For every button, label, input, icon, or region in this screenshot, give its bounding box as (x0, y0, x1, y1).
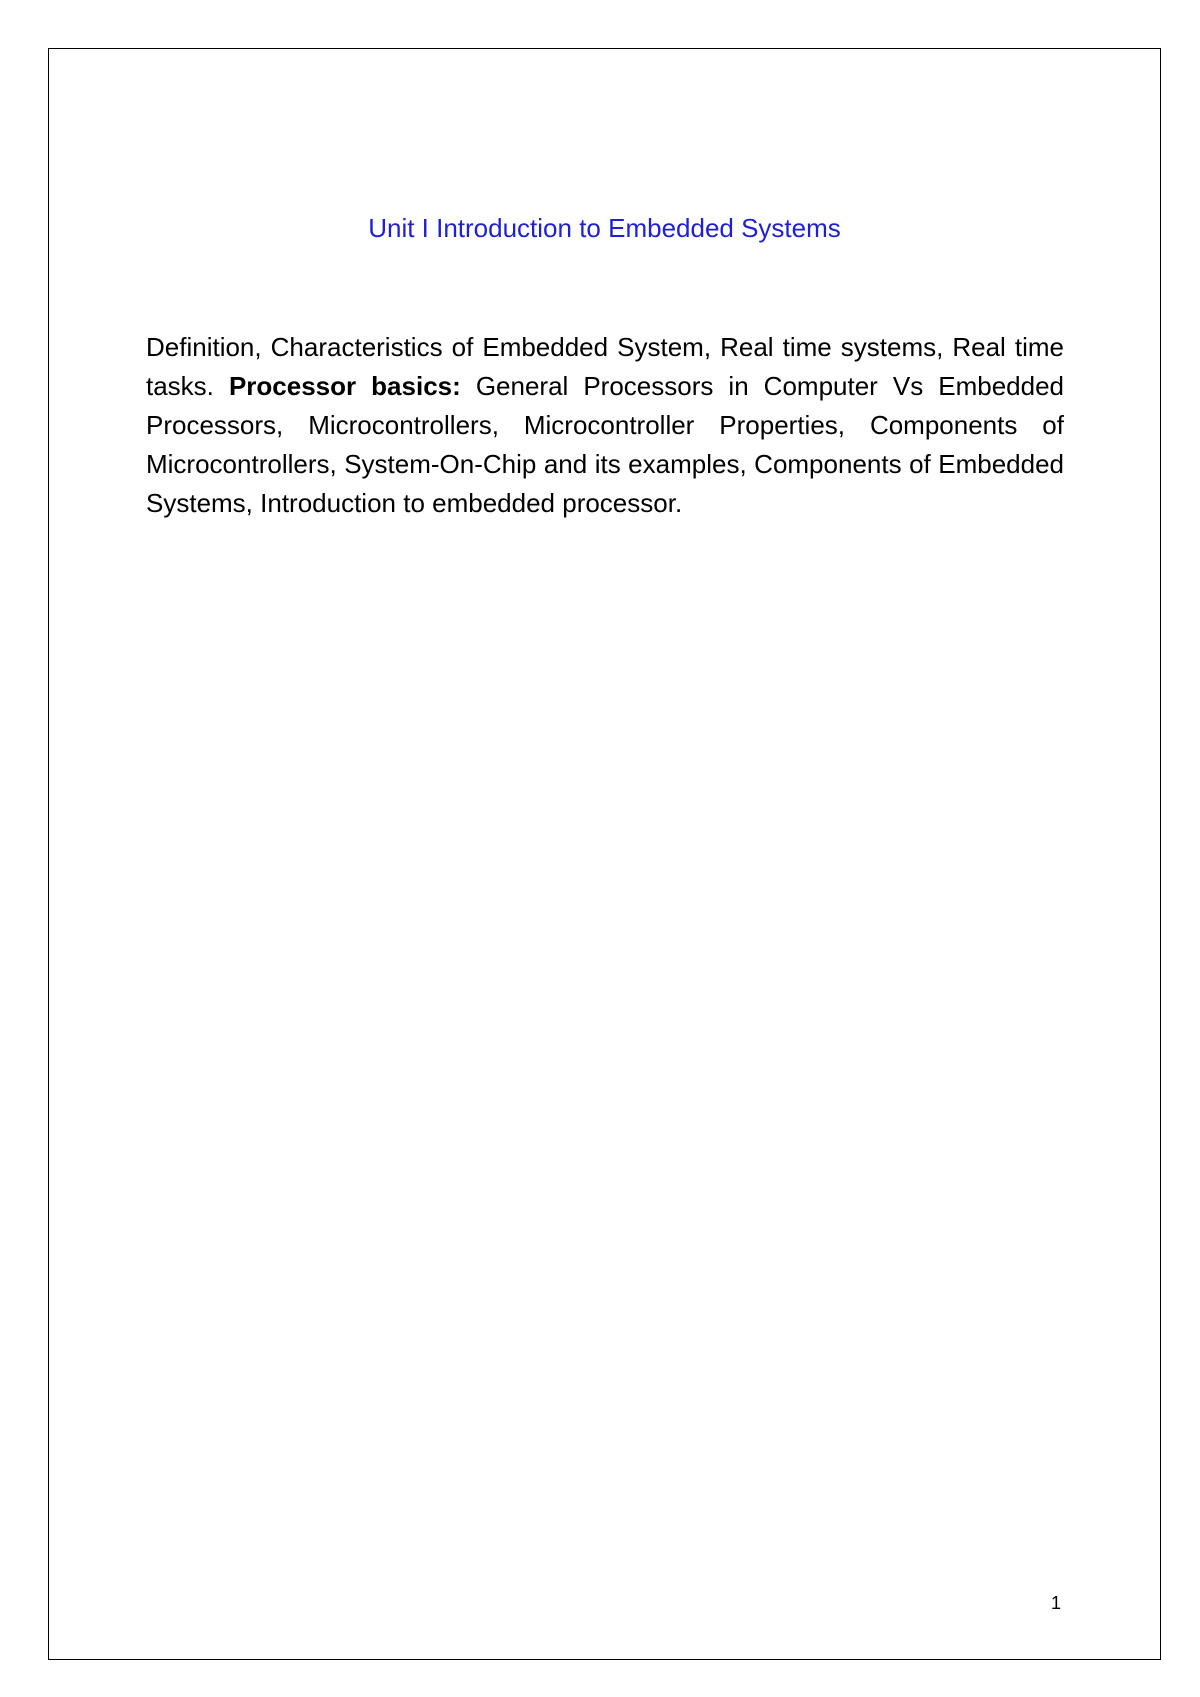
unit-title: Unit I Introduction to Embedded Systems (368, 213, 841, 243)
page-border (48, 48, 1161, 1660)
syllabus-rest: General Processors in Computer Vs Embedded Processors, Microcontrollers, Microcontroller Properties, Components of Microcontrollers, System-On-Chip and its examples, Components of Embedded Systems, Introduction to embedded processor. (146, 371, 1065, 518)
page-number: 1 (1050, 1593, 1061, 1613)
syllabus-intro: Definition, Characteristics of Embedded System, Real time systems, Real time tasks. (146, 332, 1064, 401)
syllabus-bold-heading: Processor basics: (228, 371, 461, 401)
syllabus-paragraph (146, 328, 1064, 523)
